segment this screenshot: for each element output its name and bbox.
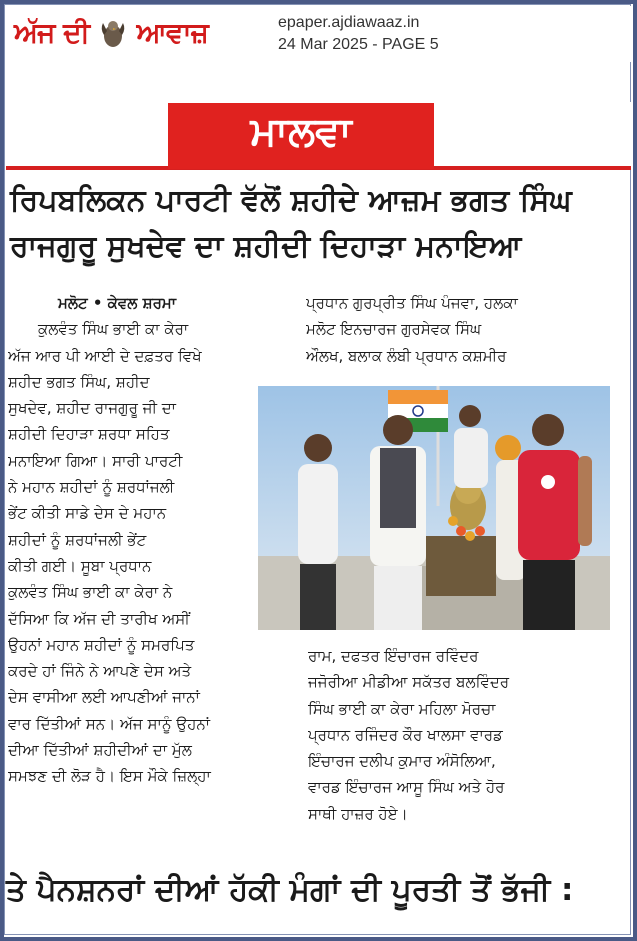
section-label: ਮਾਲਵਾ [250, 109, 352, 155]
headline-line-1: ਰਿਪਬਲਿਕਨ ਪਾਰਟੀ ਵੱਲੋਂ ਸ਼ਹੀਦੇ ਆਜ਼ਮ ਭਗਤ ਸਿੰਘ [10, 183, 572, 218]
body-line: ਦੇਸ ਵਾਸੀਆ ਲਈ ਆਪਣੀਆਂ ਜਾਨਾਂ [8, 688, 200, 707]
body-line: ਸਮਝਣ ਦੀ ਲੋੜ ਹੈ। ਇਸ ਮੌਕੇ ਜ਼ਿਲ੍ਹਾ [8, 767, 211, 786]
body-line: ਇੰਚਾਰਜ ਦਲੀਪ ਕੁਮਾਰ ਅੰਸੋਲਿਆ, [308, 752, 496, 771]
body-line: ਸਿੰਘ ਭਾਈ ਕਾ ਕੇਰਾ ਮਹਿਲਾ ਮੋਰਚਾ [308, 699, 496, 718]
newspaper-logo[interactable] [14, 16, 208, 50]
next-article-headline: ਤੇ ਪੈਨਸ਼ਨਰਾਂ ਦੀਆਂ ਹੱਕੀ ਮੰਗਾਂ ਦੀ ਪੂਰਤੀ ਤੋਂ ਭੱਜੀ : [6, 872, 574, 908]
epaper-url[interactable]: epaper.ajdiawaaz.in [278, 14, 420, 31]
body-line: ਮਲੋਟ ਇਨਚਾਰਜ ਗੁਰਸੇਵਕ ਸਿੰਘ [306, 320, 482, 339]
body-line: ਰਾਮ, ਦਫਤਰ ਇੰਚਾਰਜ ਰਵਿੰਦਰ [308, 647, 479, 665]
body-line: ਮਨਾਇਆ ਗਿਆ। ਸਾਰੀ ਪਾਰਟੀ [8, 451, 183, 470]
article-column-left [8, 290, 298, 790]
body-line: ਪ੍ਰਧਾਨ ਗੁਰਪ੍ਰੀਤ ਸਿੰਘ ਪੰਜਵਾ, ਹਲਕਾ [306, 294, 518, 312]
article-photo [258, 386, 610, 630]
body-line: ਕੁਲਵੰਤ ਸਿੰਘ ਭਾਈ ਕਾ ਕੇਰਾ ਨੇ [8, 583, 173, 602]
body-line: ਭੇਂਟ ਕੀਤੀ ਸਾਡੇ ਦੇਸ ਦੇ ਮਹਾਨ [8, 504, 167, 523]
article-dateline: ਮਲੋਟ • ਕੇਵਲ ਸ਼ਰਮਾ [58, 294, 177, 312]
body-line: ਪ੍ਰਧਾਨ ਰਜਿੰਦਰ ਕੌਰ ਖਾਲਸਾ ਵਾਰਡ [308, 725, 503, 744]
issue-date-page: 24 Mar 2025 - PAGE 5 [278, 36, 439, 53]
logo-text-left: ਅੱਜ ਦੀ [14, 16, 90, 49]
body-line: ਅੱਜ ਆਰ ਪੀ ਆਈ ਦੇ ਦਫ਼ਤਰ ਵਿਖੇ [8, 346, 202, 365]
body-line: ਔਲਖ, ਬਲਾਕ ਲੰਬੀ ਪ੍ਰਧਾਨ ਕਸ਼ਮੀਰ [306, 346, 507, 365]
body-line: ਸੁਖਦੇਵ, ਸ਼ਹੀਦ ਰਾਜਗੁਰੂ ਜੀ ਦਾ [8, 399, 176, 418]
body-line: ਵਾਰਡ ਇੰਚਾਰਜ ਆਸੂ ਸਿੰਘ ਅਤੇ ਹੋਰ [308, 778, 505, 797]
body-line: ਜਜੋਰੀਆ ਮੀਡੀਆ ਸਕੱਤਰ ਬਲਵਿੰਦਰ [308, 673, 510, 692]
body-line: ਨੇ ਮਹਾਨ ਸ਼ਹੀਦਾਂ ਨੂੰ ਸ਼ਰਧਾਂਜਲੀ [8, 478, 175, 497]
body-line: ਉਹਨਾਂ ਮਹਾਨ ਸ਼ਹੀਦਾਂ ਨੂੰ ਸਮਰਪਿਤ [8, 635, 195, 654]
body-line: ਕੁਲਵੰਤ ਸਿੰਘ ਭਾਈ ਕਾ ਕੇਰਾ [38, 320, 189, 339]
body-line: ਕਰਦੇ ਹਾਂ ਜਿੰਨੇ ਨੇ ਆਪਣੇ ਦੇਸ ਅਤੇ [8, 662, 192, 681]
headline-line-2: ਰਾਜਗੁਰੂ ਸੁਖਦੇਵ ਦਾ ਸ਼ਹੀਦੀ ਦਿਹਾੜਾ ਮਨਾਇਆ [10, 229, 522, 264]
body-line: ਸ਼ਹੀਦੀ ਦਿਹਾੜਾ ਸ਼ਰਧਾ ਸਹਿਤ [8, 425, 170, 444]
logo-text-right: ਆਵਾਜ਼ [136, 16, 208, 49]
body-line: ਸ਼ਹੀਦ ਭਗਤ ਸਿੰਘ, ਸ਼ਹੀਦ [8, 372, 150, 391]
article-column-right-top [306, 290, 626, 369]
section-header [168, 103, 434, 169]
body-line: ਸਾਥੀ ਹਾਜ਼ਰ ਹੋਏ। [308, 804, 408, 823]
article-column-right-bottom [308, 643, 628, 827]
body-line: ਦੱਸਿਆ ਕਿ ਅੱਜ ਦੀ ਤਾਰੀਖ ਅਸੀਂ [8, 609, 190, 628]
body-line: ਦੀਆ ਦਿੱਤੀਆਂ ਸ਼ਹੀਦੀਆਂ ਦਾ ਮੁੱਲ [8, 741, 192, 760]
masthead [6, 6, 631, 62]
next-article [6, 866, 631, 922]
eagle-emblem-icon [100, 19, 126, 49]
body-line: ਵਾਰ ਦਿੱਤੀਆਂ ਸਨ। ਅੱਜ ਸਾਨੂੰ ਉਹਨਾਂ [8, 714, 210, 733]
body-line: ਕੀਤੀ ਗਈ। ਸੂਬਾ ਪ੍ਰਧਾਨ [8, 556, 152, 575]
body-line: ਸ਼ਹੀਦਾਂ ਨੂੰ ਸ਼ਰਧਾਂਜਲੀ ਭੇਂਟ [8, 530, 147, 549]
